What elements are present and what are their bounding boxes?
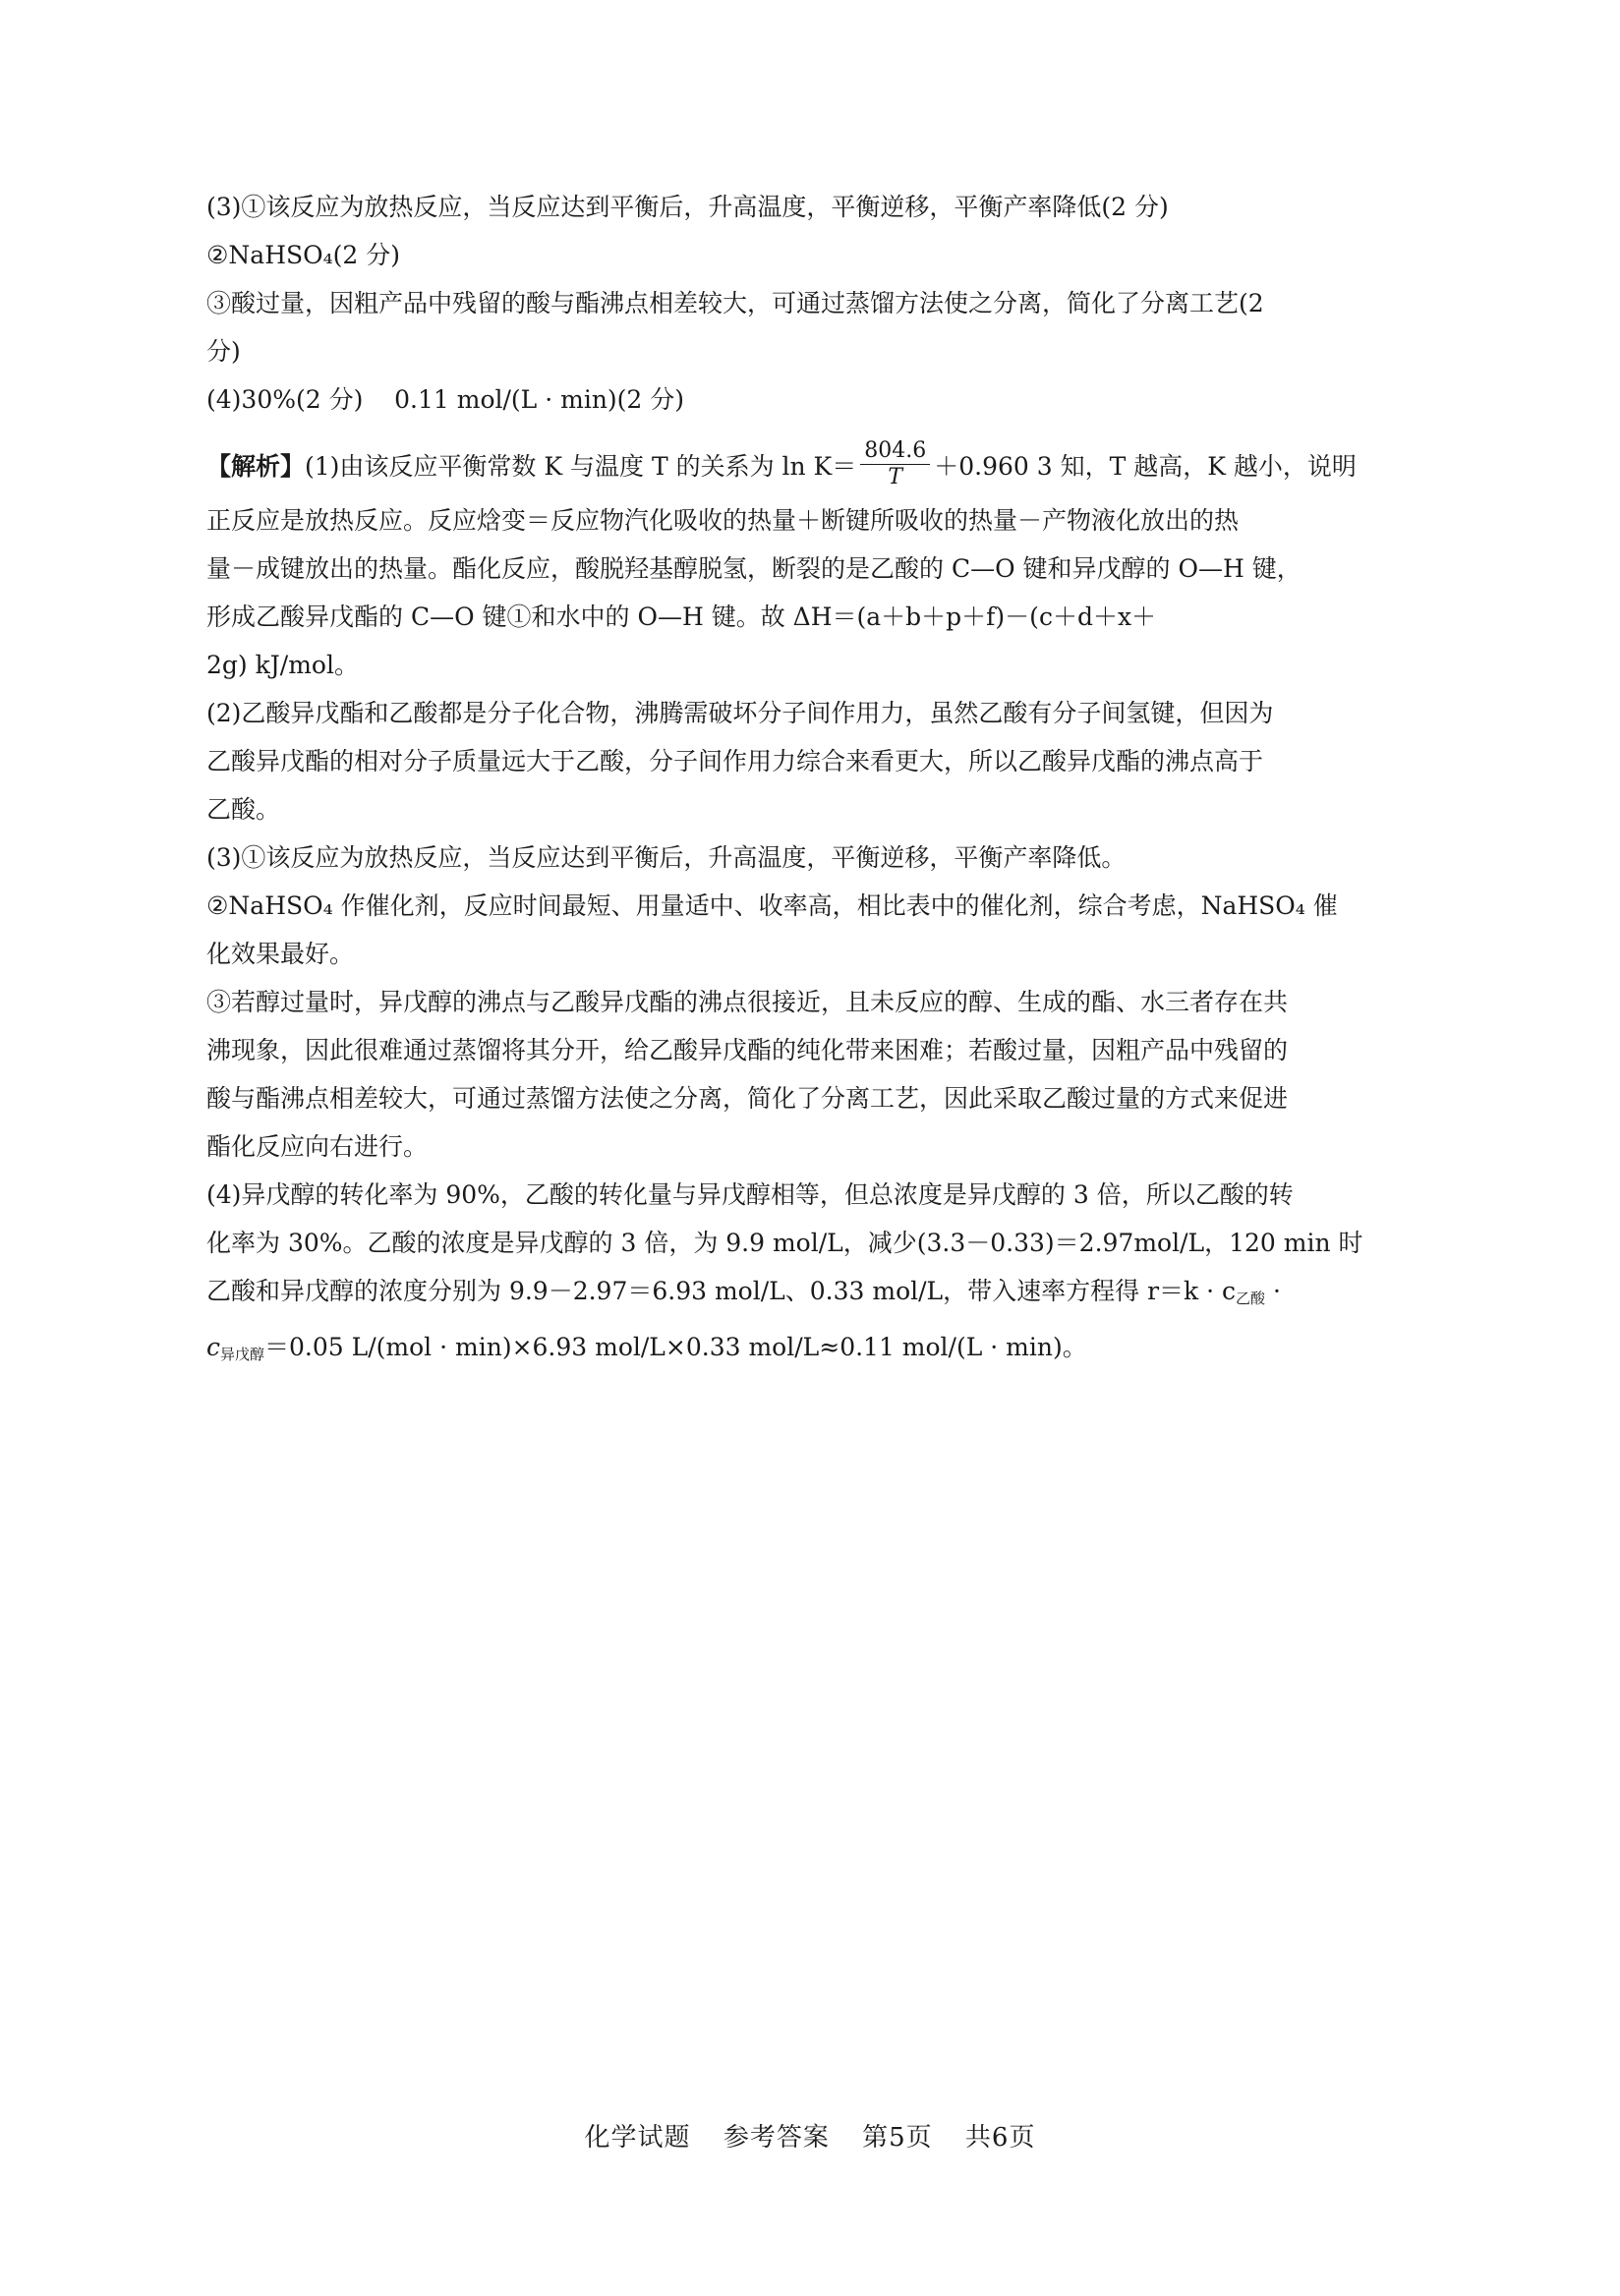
answer-content (206, 183, 1465, 1379)
answer-4-rate: 0.11 mol/(L · min)(2 分) (394, 385, 685, 414)
answer-3-3-line2: 分) (206, 337, 241, 366)
solution-heading: 【解析】 (206, 452, 306, 481)
subscript-isoamyl-alcohol: 异戊醇 (220, 1346, 265, 1363)
solution-para1-line3: 量－成键放出的热量。酯化反应，酸脱羟基醇脱氢，断裂的是乙酸的 C—O 键和异戊醇的 O—H 键， (206, 554, 1302, 583)
solution-para1-line5: 2g) kJ/mol。 (206, 651, 359, 679)
subscript-acetic-acid: 乙酸 (1236, 1290, 1266, 1307)
solution-para3-2-line2: 化效果最好。 (206, 940, 355, 968)
solution-para1-line4: 形成乙酸异戊酯的 C—O 键①和水中的 O—H 键。故 ΔH＝(a＋b＋p＋f)－(c＋d＋x＋ (206, 603, 1157, 631)
page-footer (0, 2117, 1620, 2153)
solution-para3-2-line1: ②NaHSO₄ 作催化剂，反应时间最短、用量适中、收率高，相比表中的催化剂，综合考虑，NaHSO₄ 催 (206, 891, 1338, 920)
footer-subject: 化学试题 (584, 2123, 691, 2152)
footer-page: 第5页 (862, 2123, 933, 2152)
solution-p4-l3-pre: 乙酸和异戊醇的浓度分别为 9.9－2.97＝6.93 mol/L、0.33 mol/L，带入速率方程得 r＝k · c (206, 1277, 1237, 1305)
fraction-denominator: T (888, 465, 903, 489)
solution-para3-3-line3: 酸与酯沸点相差较大，可通过蒸馏方法使之分离，简化了分离工艺，因此采取乙酸过量的方式来促进 (206, 1084, 1289, 1113)
solution-para4-line4 (206, 1323, 1465, 1379)
solution-p4-l3-post: · (1265, 1277, 1281, 1305)
fraction-lnK (860, 438, 930, 490)
solution-para2-line2: 乙酸异戊酯的相对分子质量远大于乙酸，分子间作用力综合来看更大，所以乙酸异戊酯的沸点高于 (206, 747, 1264, 775)
solution-para4-line3 (206, 1267, 1465, 1323)
solution-para2-line1: (2)乙酸异戊酯和乙酸都是分子化合物，沸腾需破坏分子间作用力，虽然乙酸有分子间氢键，但因为 (206, 699, 1274, 727)
solution-para2-line3: 乙酸。 (206, 795, 281, 824)
solution-p1-l1-post: ＋0.960 3 知，T 越高，K 越小，说明 (934, 452, 1357, 481)
concentration-symbol: c (206, 1333, 221, 1361)
solution-para4-line2: 化率为 30%。乙酸的浓度是异戊醇的 3 倍，为 9.9 mol/L，减少(3.3－0.33)＝2.97mol/L，120 min 时 (206, 1229, 1363, 1257)
answer-3-3-line1: ③酸过量，因粗产品中残留的酸与酯沸点相差较大，可通过蒸馏方法使之分离，简化了分离工艺(2 (206, 289, 1264, 317)
fraction-numerator: 804.6 (860, 438, 930, 465)
answer-4 (206, 375, 1465, 424)
solution-p4-l4-post: ＝0.05 L/(mol · min)×6.93 mol/L×0.33 mol/L≈0.11 mol/(L · min)。 (264, 1333, 1087, 1361)
answer-3-2: ②NaHSO₄(2 分) (206, 241, 400, 269)
solution-para3-3-line4: 酯化反应向右进行。 (206, 1132, 429, 1161)
solution-p1-l1-pre: (1)由该反应平衡常数 K 与温度 T 的关系为 ln K＝ (305, 452, 857, 481)
footer-type: 参考答案 (723, 2123, 830, 2152)
footer-total: 共6页 (964, 2123, 1036, 2152)
solution-para3-3-line1: ③若醇过量时，异戊醇的沸点与乙酸异戊酯的沸点很接近，且未反应的醇、生成的酯、水三者存在共 (206, 988, 1289, 1016)
solution-para1-line1 (206, 437, 1465, 496)
solution-para3-line1: (3)①该反应为放热反应，当反应达到平衡后，升高温度，平衡逆移，平衡产率降低。 (206, 843, 1127, 872)
solution-para4-line1: (4)异戊醇的转化率为 90%，乙酸的转化量与异戊醇相等，但总浓度是异戊醇的 3 倍，所以乙酸的转 (206, 1180, 1294, 1209)
solution-para3-3-line2: 沸现象，因此很难通过蒸馏将其分开，给乙酸异戊酯的纯化带来困难；若酸过量，因粗产品中残留的 (206, 1036, 1289, 1064)
solution-para1-line2: 正反应是放热反应。反应焓变＝反应物汽化吸收的热量＋断键所吸收的热量－产物液化放出的热 (206, 506, 1240, 535)
answer-3-1: (3)①该反应为放热反应，当反应达到平衡后，升高温度，平衡逆移，平衡产率降低(2 分) (206, 193, 1169, 221)
answer-4-conversion: (4)30%(2 分) (206, 385, 364, 414)
